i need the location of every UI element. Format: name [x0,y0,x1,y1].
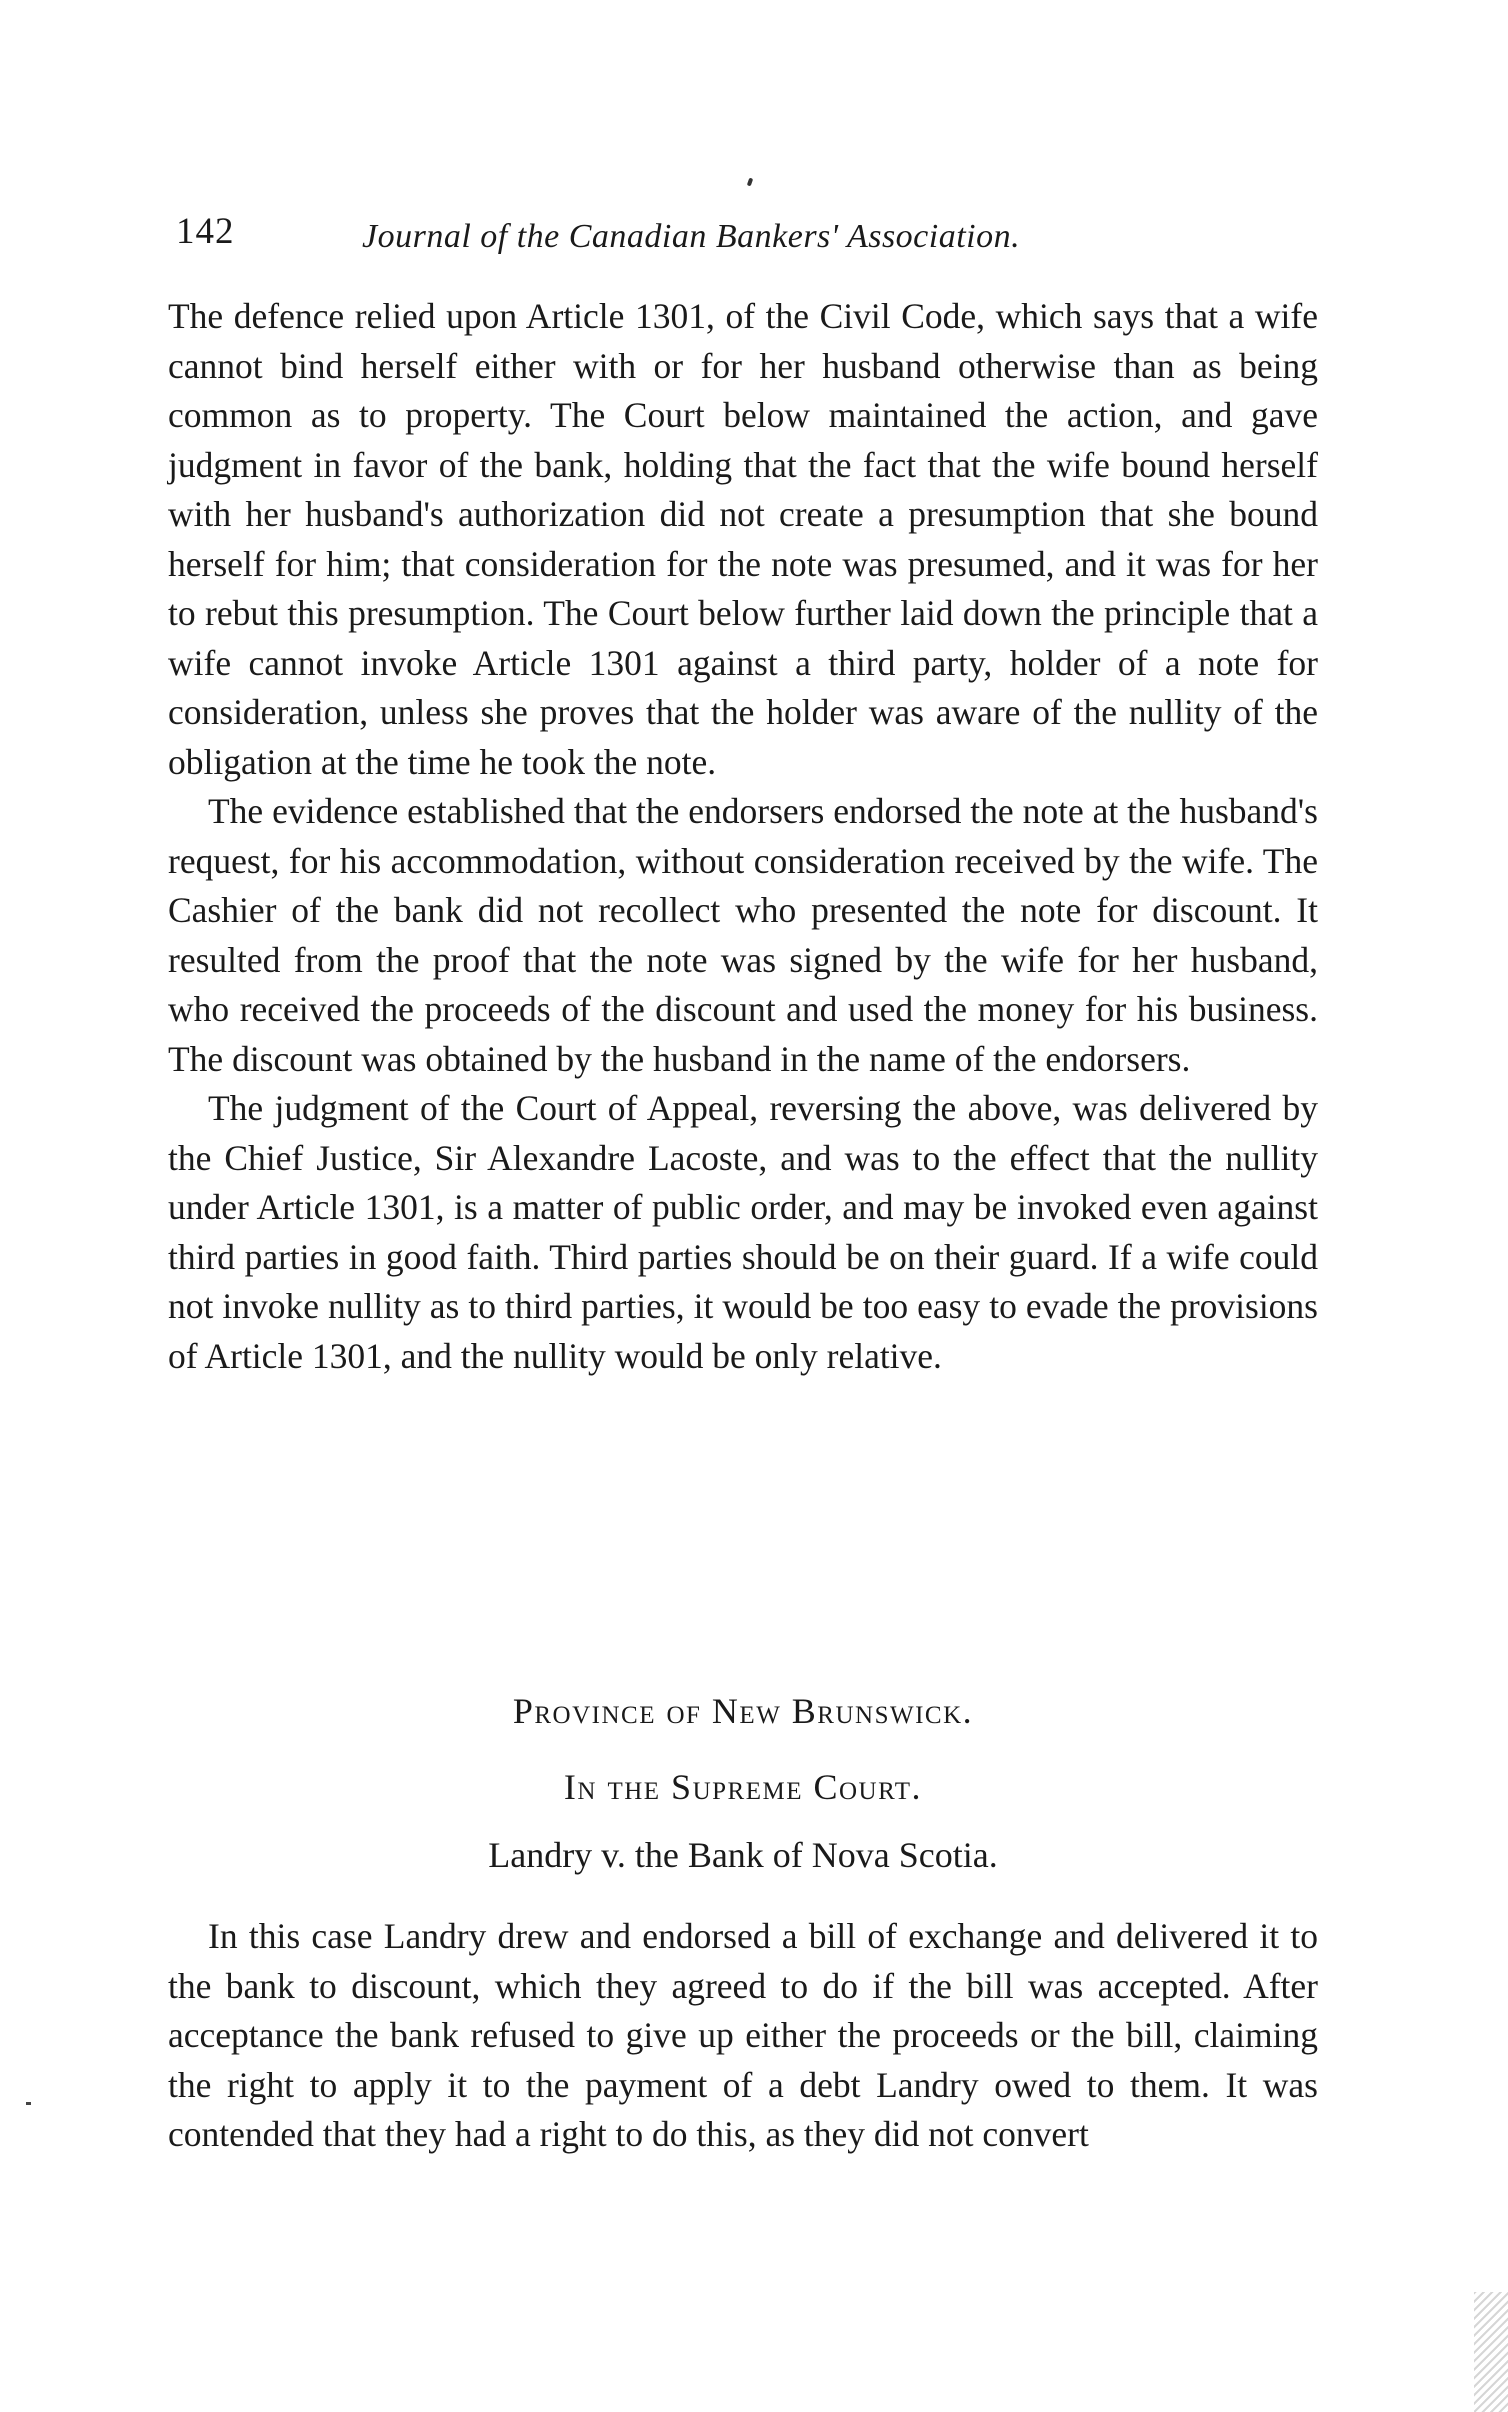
case-body-text [168,1912,1318,2160]
paragraph-evidence: The evidence established that the endorsers endorsed the note at the husband's request, for his accommodation, without consideration received by the wife. The Cashier of the bank did not recollect who presented the note for discount. It resulted from the proof that the note was signed by the wife for her husband, who received the proceeds of the discount and used the money for his business. The discount was obtained by the husband in the name of the endorsers. [168,791,1318,1079]
page-number: 142 [176,211,235,252]
section-court-heading: In the Supreme Court. [563,1767,923,1807]
paragraph-defence: The defence relied upon Article 1301, of the Civil Code, which says that a wife cannot bind herself either with or for her husband otherwise than as being common as to property. The Court below maintained the action, and gave judgment in favor of the bank, holding that the fact that the wife bound herself with her husband's authorization did not create a presumption that she bound herself for him; that consideration for the note was presumed, and it was for her to rebut this presumption. The Court below further laid down the principle that a wife cannot invoke Article 1301 against a third party, holder of a note for consideration, unless she proves that the holder was aware of the nullity of the obligation at the time he took the note. [168,296,1318,782]
page-edge-shading [1474,2292,1508,2412]
section-province-heading: Province of New Brunswick. [512,1691,974,1731]
paragraph-case: In this case Landry drew and endorsed a bill of exchange and delivered it to the bank to discount, which they agreed to do if the bill was accepted. After acceptance the bank refused to give up either the proceeds or the bill, claiming the right to apply it to the payment of a debt Landry owed to them. It was contended that they had a right to do this, as they did not convert [168,1916,1318,2154]
ink-speck [747,178,753,187]
running-title: Journal of the Canadian Bankers' Association. [362,218,1021,255]
paragraph-judgment: The judgment of the Court of Appeal, reversing the above, was delivered by the Chief Justice, Sir Alexandre Lacoste, and was to the effect that the nullity under Article 1301, is a matter of public order, and may be invoked even against third parties in good faith. Third parties should be on their guard. If a wife could not invoke nullity as to third parties, it would be too easy to evade the provisions of Article 1301, and the nullity would be only relative. [168,1088,1318,1376]
page-header [176,206,1336,266]
margin-mark [26,2102,31,2105]
case-title: Landry v. the Bank of Nova Scotia. [488,1835,998,1875]
body-text [168,292,1318,1381]
